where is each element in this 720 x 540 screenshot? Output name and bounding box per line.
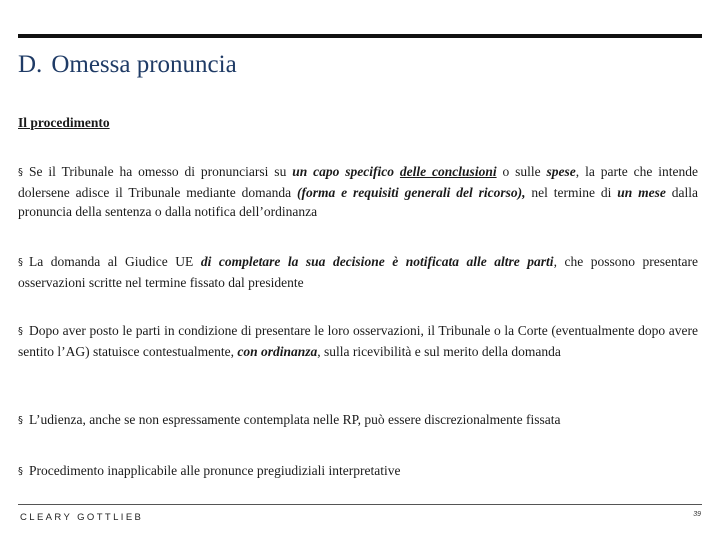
bullet-text: L’udienza, anche se non espressamente contemplata nelle RP, può essere discrezionalmente fissata bbox=[29, 412, 561, 427]
bullet-text: Dopo aver posto le parti in condizione di presentare le loro osservazioni, il Tribunale o la Corte (eventualmente dopo avere sentito l’AG) statuisce contestualmente, bbox=[18, 323, 698, 359]
bullet-text: Se il Tribunale ha omesso di pronunciarsi su bbox=[29, 164, 293, 179]
emphasis-text: un capo specifico bbox=[292, 164, 400, 179]
emphasis-text: (forma e requisiti generali del ricorso), bbox=[296, 185, 526, 200]
bullet-item bbox=[18, 410, 698, 431]
bullet-text: o sulle bbox=[496, 164, 547, 179]
bullet-text: La domanda al Giudice UE bbox=[29, 254, 201, 269]
bullet-item bbox=[18, 321, 698, 361]
emphasis-text: un mese bbox=[617, 185, 666, 200]
bullet-text: , che possono presentare osservazioni scritte nel termine fissato dal presidente bbox=[18, 254, 698, 290]
bullet-item bbox=[18, 461, 698, 482]
slide-title bbox=[18, 51, 237, 79]
bullet-marker-icon: § bbox=[18, 326, 23, 337]
bullet-text: , sulla ricevibilità e sul merito della domanda bbox=[317, 344, 561, 359]
bullet-marker-icon: § bbox=[18, 257, 23, 268]
company-logo: CLEARY GOTTLIEB bbox=[20, 512, 144, 523]
bullet-text: Procedimento inapplicabile alle pronunce pregiudiziali interpretative bbox=[29, 463, 401, 478]
bullet-item bbox=[18, 252, 698, 292]
bullet-text: dalla pronuncia della sentenza o dalla notifica dell’ordinanza bbox=[18, 185, 698, 219]
bullet-marker-icon: § bbox=[18, 167, 23, 178]
bullet-text: , la parte che intende dolersene adisce il Tribunale mediante domanda bbox=[18, 164, 698, 200]
footer-rule bbox=[18, 504, 702, 505]
emphasis-text: con ordinanza bbox=[237, 344, 318, 359]
section-number: D. bbox=[18, 51, 43, 78]
bullet-marker-icon: § bbox=[18, 466, 23, 477]
slide-subtitle: Il procedimento bbox=[18, 115, 110, 130]
emphasis-text: di completare la sua decisione è notificata alle altre parti bbox=[200, 254, 554, 269]
bullet-item bbox=[18, 162, 698, 221]
title-text: Omessa pronuncia bbox=[51, 51, 237, 78]
top-rule bbox=[18, 34, 702, 38]
bullet-text: nel termine di bbox=[525, 185, 618, 200]
emphasis-text: spese bbox=[546, 164, 576, 179]
emphasis-text: delle conclusioni bbox=[399, 164, 497, 179]
bullet-marker-icon: § bbox=[18, 415, 23, 426]
page-number: 39 bbox=[693, 511, 701, 518]
